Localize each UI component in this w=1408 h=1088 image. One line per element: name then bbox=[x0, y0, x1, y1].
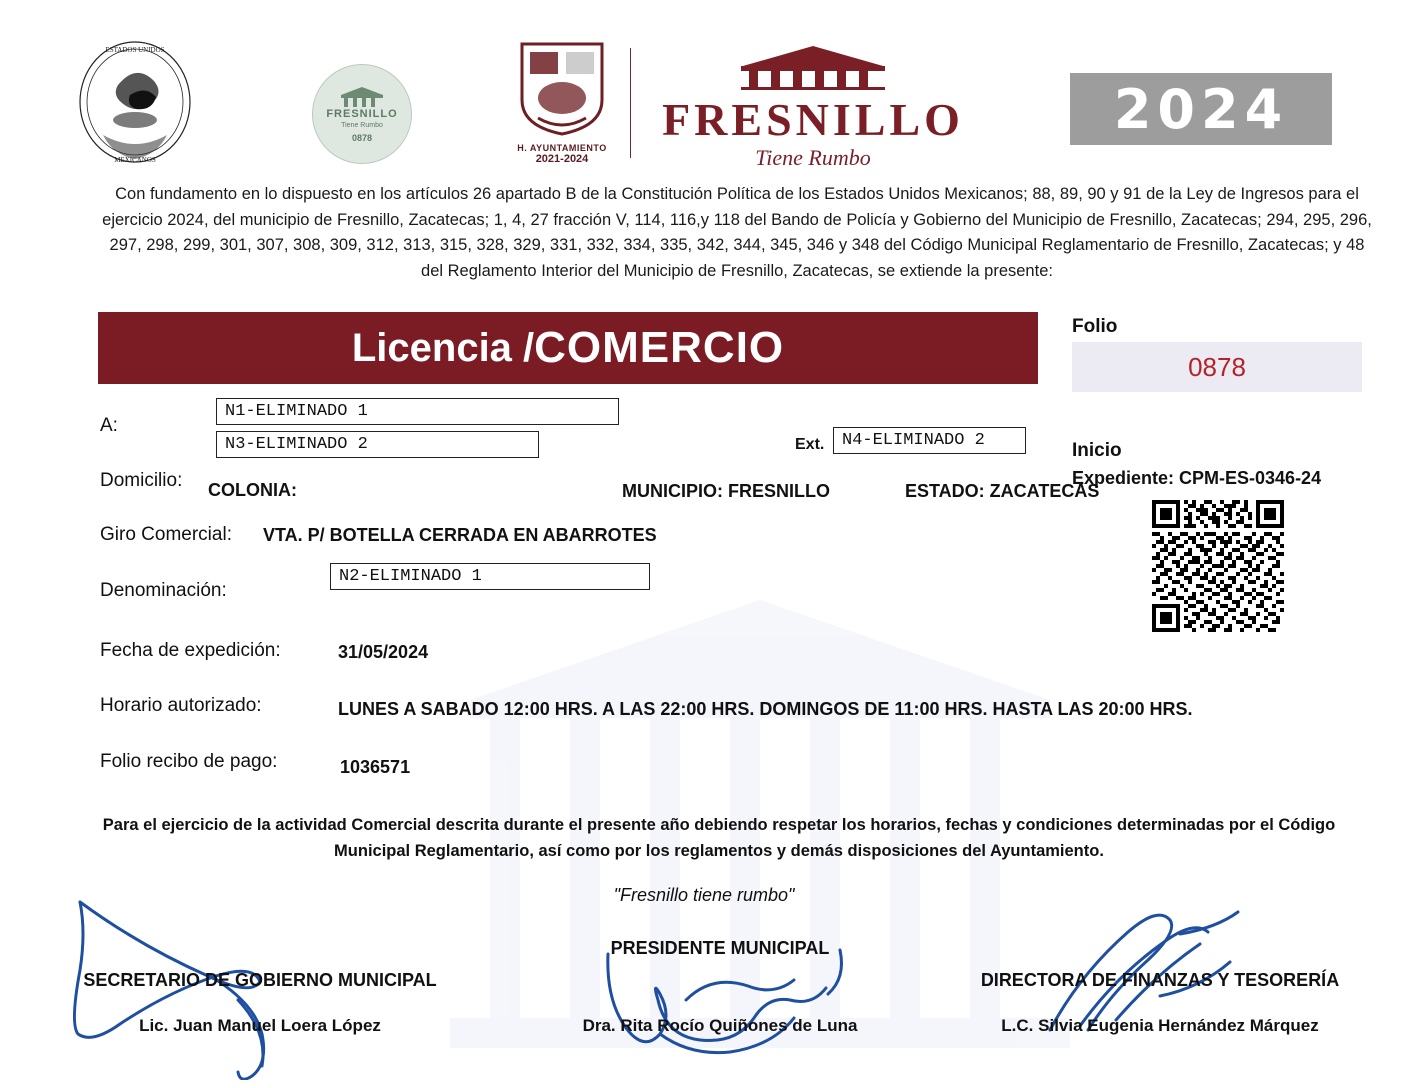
license-banner-text2: COMERCIO bbox=[534, 323, 785, 372]
svg-text:ESTADOS UNIDOS: ESTADOS UNIDOS bbox=[105, 46, 165, 54]
signature-role-3: DIRECTORA DE FINANZAS Y TESORERÍA bbox=[980, 970, 1340, 990]
folio-block bbox=[1072, 316, 1372, 392]
document-header bbox=[0, 18, 1408, 168]
value-denominacion: N2-ELIMINADO 1 bbox=[330, 563, 650, 590]
value-colonia: COLONIA: bbox=[208, 480, 297, 500]
label-ext: Ext. bbox=[795, 436, 825, 453]
header-divider bbox=[630, 48, 631, 158]
folio-value: 0878 bbox=[1188, 351, 1246, 382]
value-a-1: N1-ELIMINADO 1 bbox=[216, 398, 619, 425]
label-giro: Giro Comercial: bbox=[100, 524, 232, 545]
brand-subtitle: Tiene Rumbo bbox=[755, 145, 871, 170]
shield-line2: 2021-2024 bbox=[535, 153, 589, 165]
year-value: 2024 bbox=[1113, 77, 1289, 141]
label-recibo: Folio recibo de pago: bbox=[100, 751, 278, 772]
value-giro: VTA. P/ BOTELLA CERRADA EN ABARROTES bbox=[263, 525, 657, 545]
license-banner bbox=[98, 312, 1038, 384]
kiosk-logo-icon bbox=[733, 44, 893, 90]
value-a-2: N3-ELIMINADO 2 bbox=[216, 431, 539, 458]
signature-name-1: Lic. Juan Manuel Loera López bbox=[139, 1016, 381, 1035]
qr-code bbox=[1152, 500, 1284, 632]
value-horario: LUNES A SABADO 12:00 HRS. A LAS 22:00 HRS. DOMINGOS DE 11:00 HRS. HASTA LAS 20:00 HRS. bbox=[338, 699, 1193, 719]
motto: "Fresnillo tiene rumbo" bbox=[613, 885, 795, 905]
label-domicilio: Domicilio: bbox=[100, 470, 183, 491]
seal-name: FRESNILLO bbox=[326, 107, 398, 120]
value-recibo: 1036571 bbox=[340, 757, 411, 777]
value-expediente: Expediente: CPM-ES-0346-24 bbox=[1072, 468, 1322, 488]
value-municipio: MUNICIPIO: FRESNILLO bbox=[622, 481, 830, 501]
label-fecha: Fecha de expedición: bbox=[100, 640, 281, 661]
signature-name-2: Dra. Rita Rocío Quiñones de Luna bbox=[582, 1016, 858, 1035]
signature-role-2: PRESIDENTE MUNICIPAL bbox=[610, 938, 830, 958]
label-horario: Horario autorizado: bbox=[100, 695, 262, 716]
label-inicio: Inicio bbox=[1072, 440, 1122, 461]
mexican-coat-of-arms-icon bbox=[78, 40, 193, 165]
shield-icon bbox=[516, 40, 608, 138]
label-denominacion: Denominación: bbox=[100, 580, 227, 601]
brand-title: FRESNILLO bbox=[662, 94, 964, 145]
year-badge bbox=[1070, 73, 1332, 145]
value-fecha: 31/05/2024 bbox=[338, 642, 429, 662]
license-banner-text1: Licencia / bbox=[351, 325, 535, 370]
shield-line1: H. AYUNTAMIENTO bbox=[517, 143, 607, 153]
folio-box bbox=[1072, 342, 1362, 392]
folio-label: Folio bbox=[1072, 316, 1118, 337]
seal-building-icon bbox=[339, 86, 385, 108]
signature-name-3: L.C. Silvia Eugenia Hernández Márquez bbox=[1001, 1016, 1319, 1035]
svg-text:MEXICANOS: MEXICANOS bbox=[114, 156, 156, 164]
seal-subtitle: Tiene Rumbo bbox=[341, 121, 383, 129]
municipal-shield bbox=[503, 40, 621, 165]
bottom-paragraph: Para el ejercicio de la actividad Comercial descrita durante el presente año debiendo respetar los horarios, fechas y condiciones determinadas por el Código Municipal Reglamentario, así como por los reglamentos y demás disposiciones del Ayuntamiento. bbox=[102, 816, 1336, 861]
label-a: A: bbox=[100, 415, 118, 436]
round-seal bbox=[312, 64, 412, 164]
fresnillo-brand bbox=[648, 44, 978, 171]
signature-role-1: SECRETARIO DE GOBIERNO MUNICIPAL bbox=[83, 970, 437, 990]
value-estado: ESTADO: ZACATECAS bbox=[905, 481, 1100, 501]
legal-paragraph: Con fundamento en lo dispuesto en los artículos 26 apartado B de la Constitución Política de los Estados Unidos Mexicanos; 88, 89, 90 y 91 de la Ley de Ingresos para el ejercicio 2024, del municipio de Fresnillo, Zacatecas; 1, 4, 27 fracción V, 114, 116,y 118 del Bando de Policía y Gobierno del Municipio de Fresnillo, Zacatecas; 294, 295, 296, 297, 298, 299, 301, 307, 308, 309, 312, 313, 315, 328, 329, 331, 332, 334, 335, 342, 344, 345, 346 y 348 del Código Municipal Reglamentario de Fresnillo, Zacatecas; y 48 del Reglamento Interior del Municipio de Fresnillo, Zacatecas, se extiende la presente: bbox=[102, 185, 1372, 280]
seal-number: 0878 bbox=[351, 132, 373, 143]
value-ext: N4-ELIMINADO 2 bbox=[833, 427, 1026, 454]
